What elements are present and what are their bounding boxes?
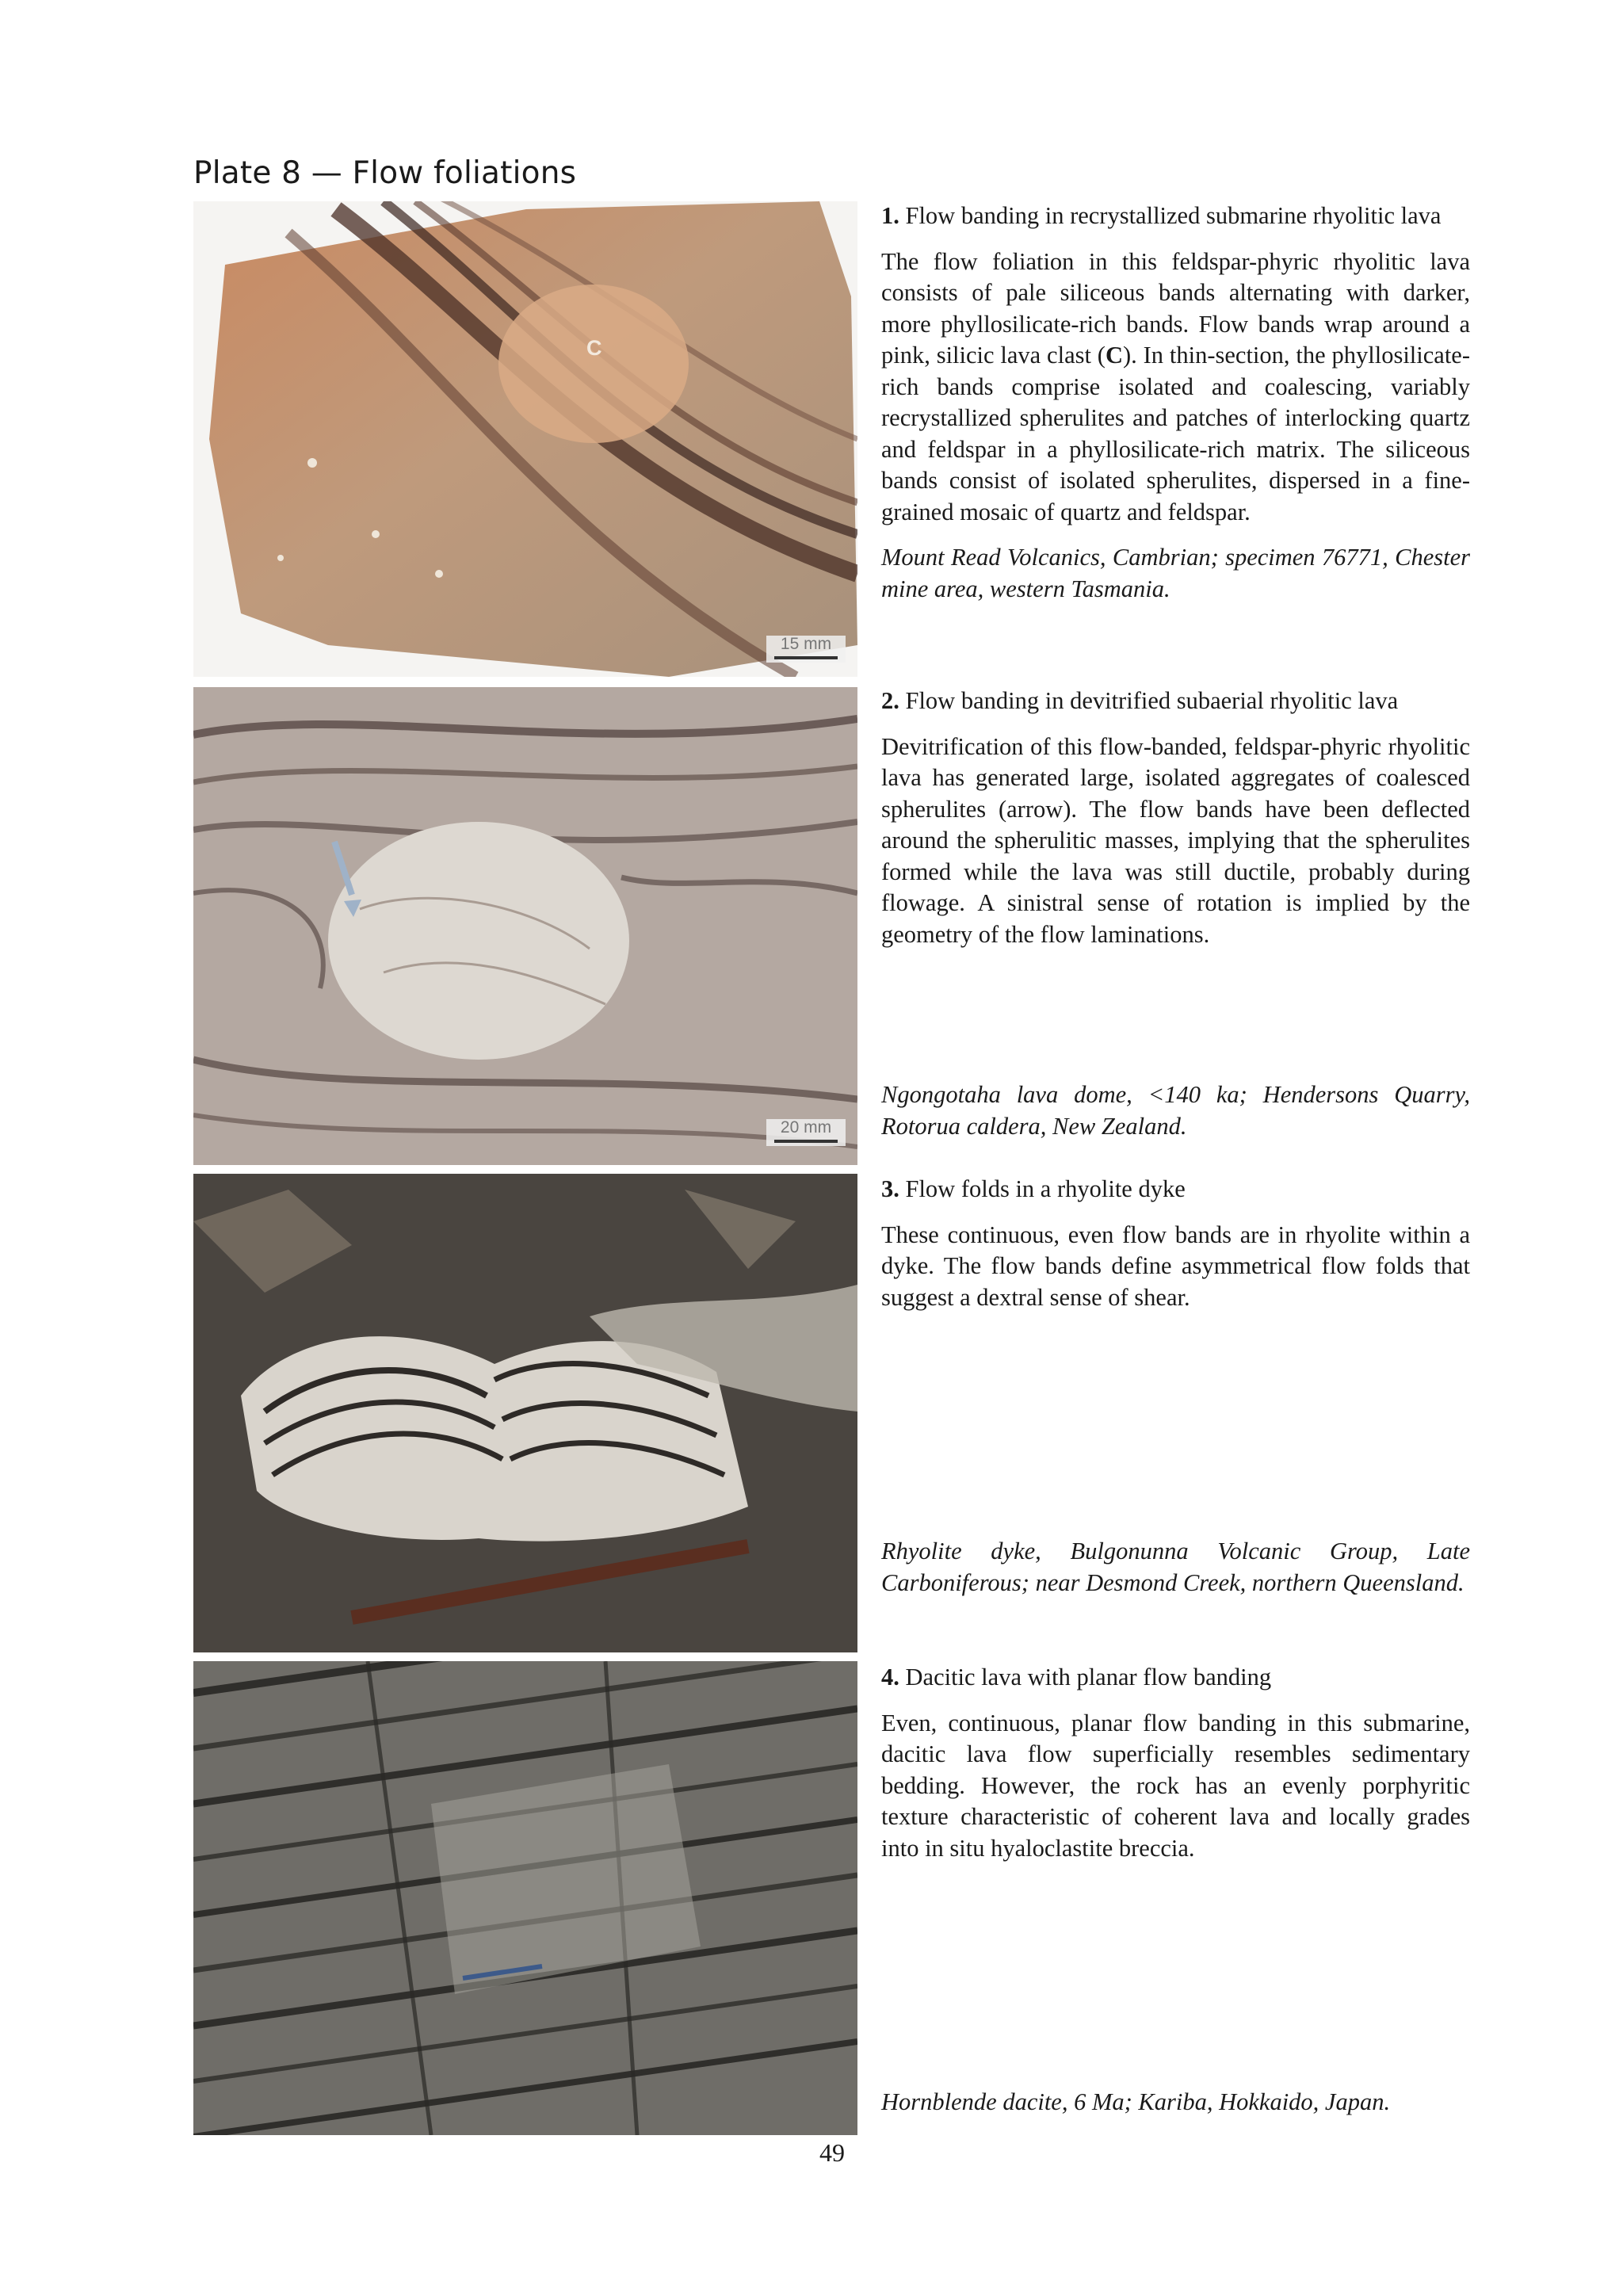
- entry-2-location: Ngongotaha lava dome, <140 ka; Hendersons Quarry, Rotorua caldera, New Zealand.: [881, 1081, 1470, 1140]
- scale-bar-2-line: [774, 1140, 838, 1143]
- scale-bar-1-line: [774, 656, 838, 659]
- entry-2-heading-text: Flow banding in devitrified subaerial rhyolitic lava: [905, 687, 1399, 714]
- entry-1-heading-text: Flow banding in recrystallized submarine rhyolitic lava: [905, 202, 1442, 229]
- entry-1-body-clast-ref: C: [1105, 342, 1123, 369]
- clast-label-c: C: [586, 336, 602, 360]
- entry-4-heading: [881, 1662, 1470, 1694]
- scale-bar-1-label: 15 mm: [780, 635, 832, 653]
- page-number: 49: [819, 2138, 845, 2167]
- photo-1-hand-specimen: [193, 201, 857, 677]
- entry-4-heading-text: Dacitic lava with planar flow banding: [905, 1664, 1272, 1690]
- scale-bar-1: [766, 636, 846, 663]
- entry-3-heading-text: Flow folds in a rhyolite dyke: [905, 1175, 1186, 1202]
- entry-3-location-block: [881, 1536, 1470, 1599]
- entry-1-body-start: The flow foliation in this feldspar-phyric rhyolitic lava consists of pale siliceous bands alternating with darker, more phyllosilicate-rich bands. Flow bands wrap around a pink, silicic lava clast (: [881, 247, 1470, 369]
- entry-4-location-block: [881, 2087, 1470, 2118]
- entry-4-body: Even, continuous, planar flow banding in this submarine, dacitic lava flow superficially resembles sedimentary bedding. However, the rock has an evenly porphyritic texture characteristic of coherent lava and locally grades into in situ hyaloclastite breccia.: [881, 1709, 1470, 1862]
- entry-3-body: These continuous, even flow bands are in rhyolite within a dyke. The flow bands define asymmetrical flow folds that suggest a dextral sense of shear.: [881, 1221, 1470, 1311]
- entry-4: [881, 1662, 1470, 1864]
- entry-1-location: Mount Read Volcanics, Cambrian; specimen 76771, Chester mine area, western Tasmania.: [881, 544, 1470, 602]
- entry-2-location-block: [881, 1079, 1470, 1142]
- scale-bar-2: [766, 1119, 846, 1146]
- entry-2-body: Devitrification of this flow-banded, feldspar-phyric rhyolitic lava has generated large, isolated aggregates of coalesced spherulites (arrow). The flow bands have been deflected around the spherulitic masses, implying that the spherulites formed while the lava was still ductile, probably during flowage. A sinistral sense of rotation is implied by the geometry of the flow laminations.: [881, 732, 1470, 948]
- entry-1-body: [881, 246, 1470, 529]
- scale-bar-2-label: 20 mm: [780, 1118, 832, 1137]
- entry-3-location: Rhyolite dyke, Bulgonunna Volcanic Group, Late Carboniferous; near Desmond Creek, northern Queensland.: [881, 1538, 1470, 1596]
- entry-2-heading: [881, 686, 1470, 717]
- entry-1-number: 1.: [881, 202, 899, 229]
- photo-3-rhyolite-dyke: [193, 1174, 857, 1652]
- entry-3: [881, 1174, 1470, 1313]
- entry-2-number: 2.: [881, 687, 899, 714]
- entry-1-body-end: ). In thin-section, the phyllosilicate-rich bands comprise isolated and coalescing, variably recrystallized spherulites and patches of interlocking quartz and feldspar in a phyllosilicate-rich matrix. The siliceous bands consist of isolated spherulites, dispersed in a fine-grained mosaic of quartz and feldspar.: [881, 342, 1470, 525]
- entry-3-heading: [881, 1174, 1470, 1205]
- photo-4-dacitic-lava: [193, 1661, 857, 2135]
- entry-4-number: 4.: [881, 1664, 899, 1690]
- plate-title: Plate 8 — Flow foliations: [193, 155, 577, 191]
- entry-1-heading: [881, 201, 1470, 232]
- entry-3-number: 3.: [881, 1175, 899, 1202]
- photo-2-devitrified-lava: [193, 687, 857, 1165]
- entry-4-location: Hornblende dacite, 6 Ma; Kariba, Hokkaido, Japan.: [881, 2088, 1391, 2115]
- entry-1: [881, 201, 1470, 605]
- entry-2: [881, 686, 1470, 950]
